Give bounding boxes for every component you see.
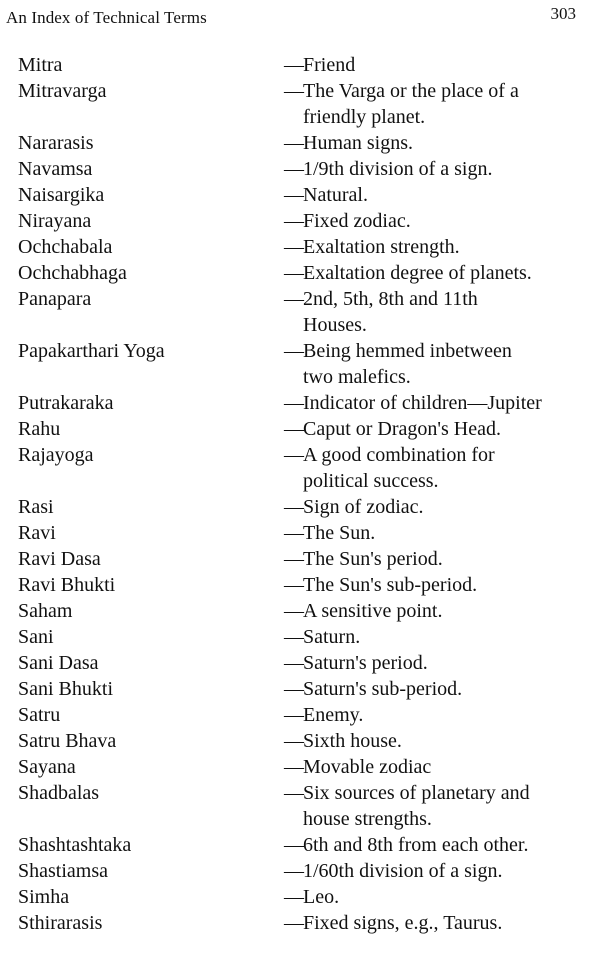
em-dash: — <box>284 782 304 804</box>
glossary-definition <box>303 442 595 494</box>
glossary-definition <box>303 234 595 260</box>
definition-line: Enemy. <box>303 704 364 726</box>
glossary-term: Sani Dasa <box>18 652 99 674</box>
glossary-term: Navamsa <box>18 158 93 180</box>
glossary-definition <box>303 858 595 884</box>
running-head: An Index of Technical Terms <box>6 8 207 27</box>
definition-line: Movable zodiac <box>303 756 432 778</box>
definition-line: Exaltation degree of planets. <box>303 262 532 284</box>
definition-line: Saturn's period. <box>303 652 428 674</box>
glossary-term: Rajayoga <box>18 444 94 466</box>
glossary-definition <box>303 182 595 208</box>
em-dash: — <box>284 392 304 414</box>
definition-line: 1/9th division of a sign. <box>303 158 493 180</box>
glossary-definition <box>303 520 595 546</box>
definition-line: The Sun. <box>303 522 376 544</box>
definition-line: political success. <box>303 470 439 492</box>
glossary-term: Shastiamsa <box>18 860 108 882</box>
glossary-definition <box>303 780 595 832</box>
glossary-term: Putrakaraka <box>18 392 114 414</box>
em-dash: — <box>284 600 304 622</box>
glossary-definition <box>303 78 595 130</box>
definition-line: Six sources of planetary and <box>303 782 530 804</box>
definition-line: Caput or Dragon's Head. <box>303 418 501 440</box>
glossary-definition <box>303 650 595 676</box>
glossary-definition <box>303 130 595 156</box>
definition-line: Sixth house. <box>303 730 402 752</box>
definition-line: The Varga or the place of a <box>303 80 519 102</box>
definition-line: Saturn. <box>303 626 361 648</box>
em-dash: — <box>284 860 304 882</box>
definition-line: The Sun's period. <box>303 548 443 570</box>
glossary-definition <box>303 156 595 182</box>
definition-line: The Sun's sub-period. <box>303 574 478 596</box>
em-dash: — <box>284 418 304 440</box>
definition-line: A sensitive point. <box>303 600 443 622</box>
glossary-term: Naisargika <box>18 184 105 206</box>
glossary-term: Rahu <box>18 418 61 440</box>
glossary-definition <box>303 572 595 598</box>
glossary-definition <box>303 208 595 234</box>
glossary-definition <box>303 52 595 78</box>
em-dash: — <box>284 652 304 674</box>
definition-line: house strengths. <box>303 808 432 830</box>
glossary-term: Ochchabhaga <box>18 262 127 284</box>
definition-line: Saturn's sub-period. <box>303 678 463 700</box>
definition-line: Sign of zodiac. <box>303 496 424 518</box>
em-dash: — <box>284 340 304 362</box>
glossary-term: Nararasis <box>18 132 94 154</box>
definition-line: Houses. <box>303 314 367 336</box>
glossary-definition <box>303 624 595 650</box>
em-dash: — <box>284 210 304 232</box>
glossary-definition <box>303 416 595 442</box>
definition-line: friendly planet. <box>303 106 426 128</box>
glossary-definition <box>303 910 595 936</box>
definition-line: Being hemmed inbetween <box>303 340 512 362</box>
glossary-term: Mitra <box>18 54 63 76</box>
glossary-term: Ravi Bhukti <box>18 574 116 596</box>
glossary-term: Shashtashtaka <box>18 834 132 856</box>
glossary-term: Shadbalas <box>18 782 100 804</box>
em-dash: — <box>284 184 304 206</box>
glossary-definition <box>303 390 595 416</box>
glossary-term: Ravi Dasa <box>18 548 101 570</box>
glossary-term: Sayana <box>18 756 76 778</box>
em-dash: — <box>284 834 304 856</box>
glossary-term: Satru <box>18 704 61 726</box>
em-dash: — <box>284 496 304 518</box>
glossary-definition <box>303 676 595 702</box>
glossary-definition <box>303 728 595 754</box>
em-dash: — <box>284 574 304 596</box>
glossary-term: Panapara <box>18 288 92 310</box>
em-dash: — <box>284 548 304 570</box>
em-dash: — <box>284 288 304 310</box>
definition-line: 2nd, 5th, 8th and 11th <box>303 288 478 310</box>
glossary-definition <box>303 338 595 390</box>
definition-line: Leo. <box>303 886 340 908</box>
glossary-definition <box>303 286 595 338</box>
em-dash: — <box>284 626 304 648</box>
glossary-definition <box>303 702 595 728</box>
glossary-term: Simha <box>18 886 70 908</box>
glossary-term: Nirayana <box>18 210 92 232</box>
glossary-definition <box>303 754 595 780</box>
definition-line: Fixed zodiac. <box>303 210 411 232</box>
glossary-term: Sani Bhukti <box>18 678 114 700</box>
glossary-term: Papakarthari Yoga <box>18 340 165 362</box>
em-dash: — <box>284 756 304 778</box>
glossary-term: Ravi <box>18 522 56 544</box>
glossary-term: Sthirarasis <box>18 912 103 934</box>
definition-line: 1/60th division of a sign. <box>303 860 503 882</box>
definition-line: A good combination for <box>303 444 495 466</box>
em-dash: — <box>284 54 304 76</box>
glossary-term: Saham <box>18 600 73 622</box>
em-dash: — <box>284 886 304 908</box>
em-dash: — <box>284 912 304 934</box>
em-dash: — <box>284 704 304 726</box>
em-dash: — <box>284 444 304 466</box>
em-dash: — <box>284 236 304 258</box>
glossary-definition <box>303 494 595 520</box>
definition-line: Human signs. <box>303 132 413 154</box>
definition-line: Friend <box>303 54 356 76</box>
definition-line: Fixed signs, e.g., Taurus. <box>303 912 503 934</box>
definition-line: Exaltation strength. <box>303 236 460 258</box>
page-number: 303 <box>550 4 576 23</box>
glossary-definition <box>303 884 595 910</box>
em-dash: — <box>284 262 304 284</box>
em-dash: — <box>284 730 304 752</box>
definition-line: Indicator of children—Jupiter <box>303 392 542 414</box>
em-dash: — <box>284 158 304 180</box>
em-dash: — <box>284 80 304 102</box>
glossary-definition <box>303 832 595 858</box>
em-dash: — <box>284 132 304 154</box>
glossary-definition <box>303 598 595 624</box>
em-dash: — <box>284 678 304 700</box>
glossary-definition <box>303 546 595 572</box>
glossary-definition <box>303 260 595 286</box>
glossary-term: Ochchabala <box>18 236 113 258</box>
glossary-term: Rasi <box>18 496 54 518</box>
glossary-term: Sani <box>18 626 54 648</box>
glossary-term: Satru Bhava <box>18 730 117 752</box>
em-dash: — <box>284 522 304 544</box>
definition-line: 6th and 8th from each other. <box>303 834 529 856</box>
definition-line: two malefics. <box>303 366 411 388</box>
glossary-term: Mitravarga <box>18 80 107 102</box>
definition-line: Natural. <box>303 184 368 206</box>
